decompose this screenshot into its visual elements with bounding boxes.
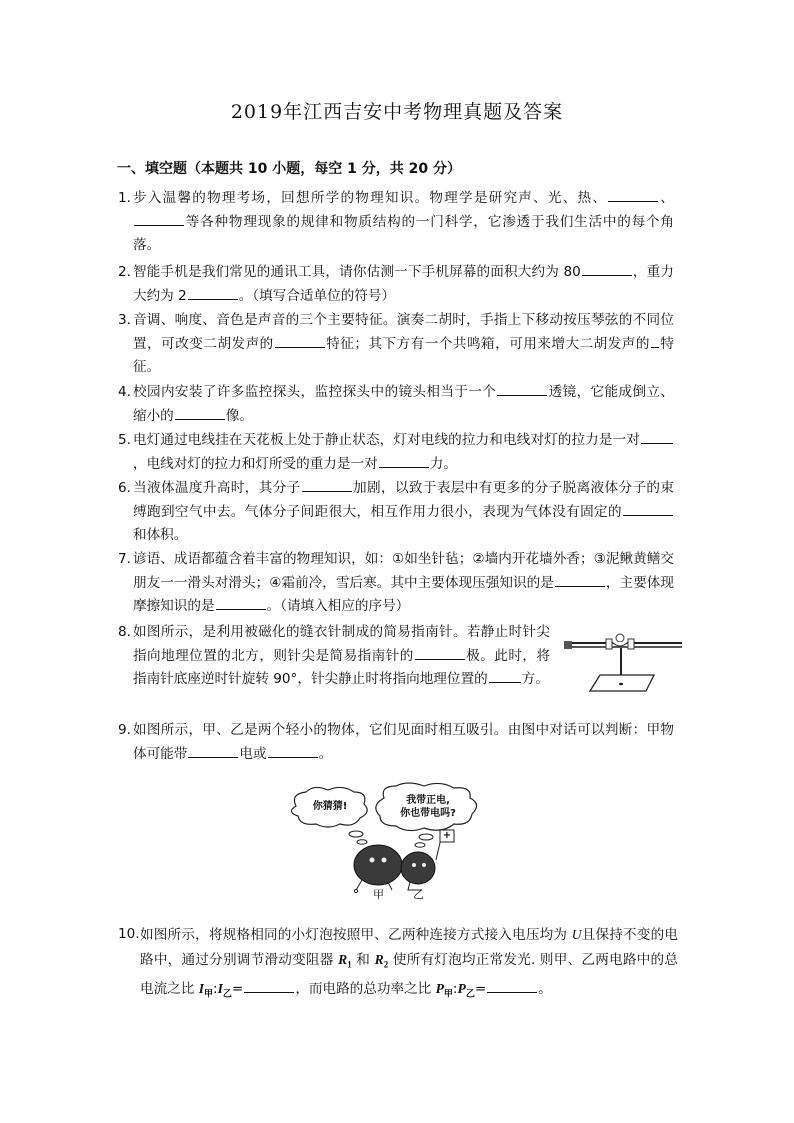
question-number: 9. — [118, 722, 131, 738]
question-7: 7. 谚语、成语都蕴含着丰富的物理知识，如：①如坐针毡；②墙内开花墙外香；③泥鳅黄鳝交朋友一一滑头对滑头；④霜前冷，雪后寒。其中主要体现压强知识的是 ，主要体现摩擦知识的是 。（请填入相应的序号） — [118, 548, 674, 619]
section-heading: 一、填空题（本题共 10 小题，每空 1 分，共 20 分） — [117, 161, 461, 177]
question-8: 8. 如图所示，是利用被磁化的缝衣针制成的简易指南针。若静止时针尖指向地理位置的北方，则针尖是简易指南针的 极。此时，将指南针底座逆时针旋转 90°，针尖静止时将指向地理位置的 方。 — [118, 621, 550, 692]
question-number: 10. — [118, 926, 140, 942]
charged-objects-figure — [284, 782, 498, 902]
answer-blank[interactable] — [489, 668, 521, 683]
question-2: 2. 智能手机是我们常见的通讯工具，请你估测一下手机屏幕的面积大约为 80 ，重力大约为 2 。（填写合适单位的符号） — [118, 261, 674, 308]
answer-blank[interactable] — [641, 429, 673, 444]
answer-blank[interactable] — [302, 477, 352, 492]
question-number: 4. — [118, 384, 131, 400]
answer-blank[interactable] — [275, 333, 325, 348]
answer-blank[interactable] — [582, 261, 632, 276]
object-label-jia: 甲 — [373, 888, 384, 901]
answer-blank[interactable] — [379, 453, 429, 468]
question-number: 6. — [118, 480, 131, 496]
question-number: 7. — [118, 551, 131, 567]
answer-blank[interactable] — [188, 285, 238, 300]
compass-figure — [560, 628, 686, 696]
question-10: 10. 如图所示，将规格相同的小灯泡按照甲、乙两种连接方式接入电压均为 U且保持不变的电路中，通过分别调节滑动变阻器 $R_1$ 和 $R_2$ 使所有灯泡均正常发光. 则甲、乙两电路中的总电流之比 $I_甲:I_乙=$ ，而电路的总功率之比 $P_甲:P_乙=$ 。 — [118, 923, 678, 1006]
question-number: 5. — [118, 432, 131, 448]
question-number: 2. — [118, 264, 131, 280]
left-bubble-text: 你猜猜! — [312, 801, 348, 812]
object-label-yi: 乙 — [413, 888, 424, 901]
positive-flag-icon: + — [442, 830, 452, 841]
answer-blank[interactable] — [216, 595, 266, 610]
answer-blank[interactable] — [175, 405, 225, 420]
answer-blank[interactable] — [244, 978, 294, 993]
answer-blank[interactable] — [555, 572, 605, 587]
answer-blank[interactable] — [268, 743, 318, 758]
question-3: 3. 音调、响度、音色是声音的三个主要特征。演奏二胡时，手指上下移动按压琴弦的不同位置，可改变二胡发声的 特征；其下方有一个共鸣箱，可用来增大二胡发声的 特征。 — [118, 309, 674, 380]
question-number: 1. — [118, 190, 131, 206]
question-4: 4. 校园内安装了许多监控探头，监控探头中的镜头相当于一个 透镜，它能成倒立、缩小的 像。 — [118, 381, 674, 428]
magnetized-needle-compass-icon — [560, 628, 686, 696]
question-number: 8. — [118, 624, 131, 640]
answer-blank[interactable] — [608, 187, 658, 202]
answer-blank[interactable] — [487, 978, 537, 993]
answer-blank[interactable] — [651, 333, 659, 348]
question-1: 1. 步入温馨的物理考场，回想所学的物理知识。物理学是研究声、光、热、 、等各种物理现象的规律和物质结构的一门科学，它渗透于我们生活中的每个角落。 — [118, 187, 674, 258]
question-6: 6. 当液体温度升高时，其分子 加剧，以致于表层中有更多的分子脱离液体分子的束缚跑到空气中去。气体分子间距很大，相互作用力很小，表现为气体没有固定的和体积。 — [118, 477, 674, 548]
question-9: 9. 如图所示，甲、乙是两个轻小的物体，它们见面时相互吸引。由图中对话可以判断：甲物体可能带 电或 。 — [118, 719, 674, 766]
right-bubble-line1: 我带正电, — [406, 795, 450, 806]
answer-blank[interactable] — [188, 743, 238, 758]
answer-blank[interactable] — [134, 211, 184, 226]
answer-blank[interactable] — [623, 501, 673, 516]
page-title: 2019年江西吉安中考物理真题及答案 — [230, 101, 564, 123]
right-bubble-line2: 你也带电吗? — [400, 808, 456, 819]
answer-blank[interactable] — [415, 645, 465, 660]
question-number: 3. — [118, 312, 131, 328]
question-5: 5. 电灯通过电线挂在天花板上处于静止状态，灯对电线的拉力和电线对灯的拉力是一对，电线对灯的拉力和灯所受的重力是一对 力。 — [118, 429, 674, 476]
answer-blank[interactable] — [497, 381, 547, 396]
